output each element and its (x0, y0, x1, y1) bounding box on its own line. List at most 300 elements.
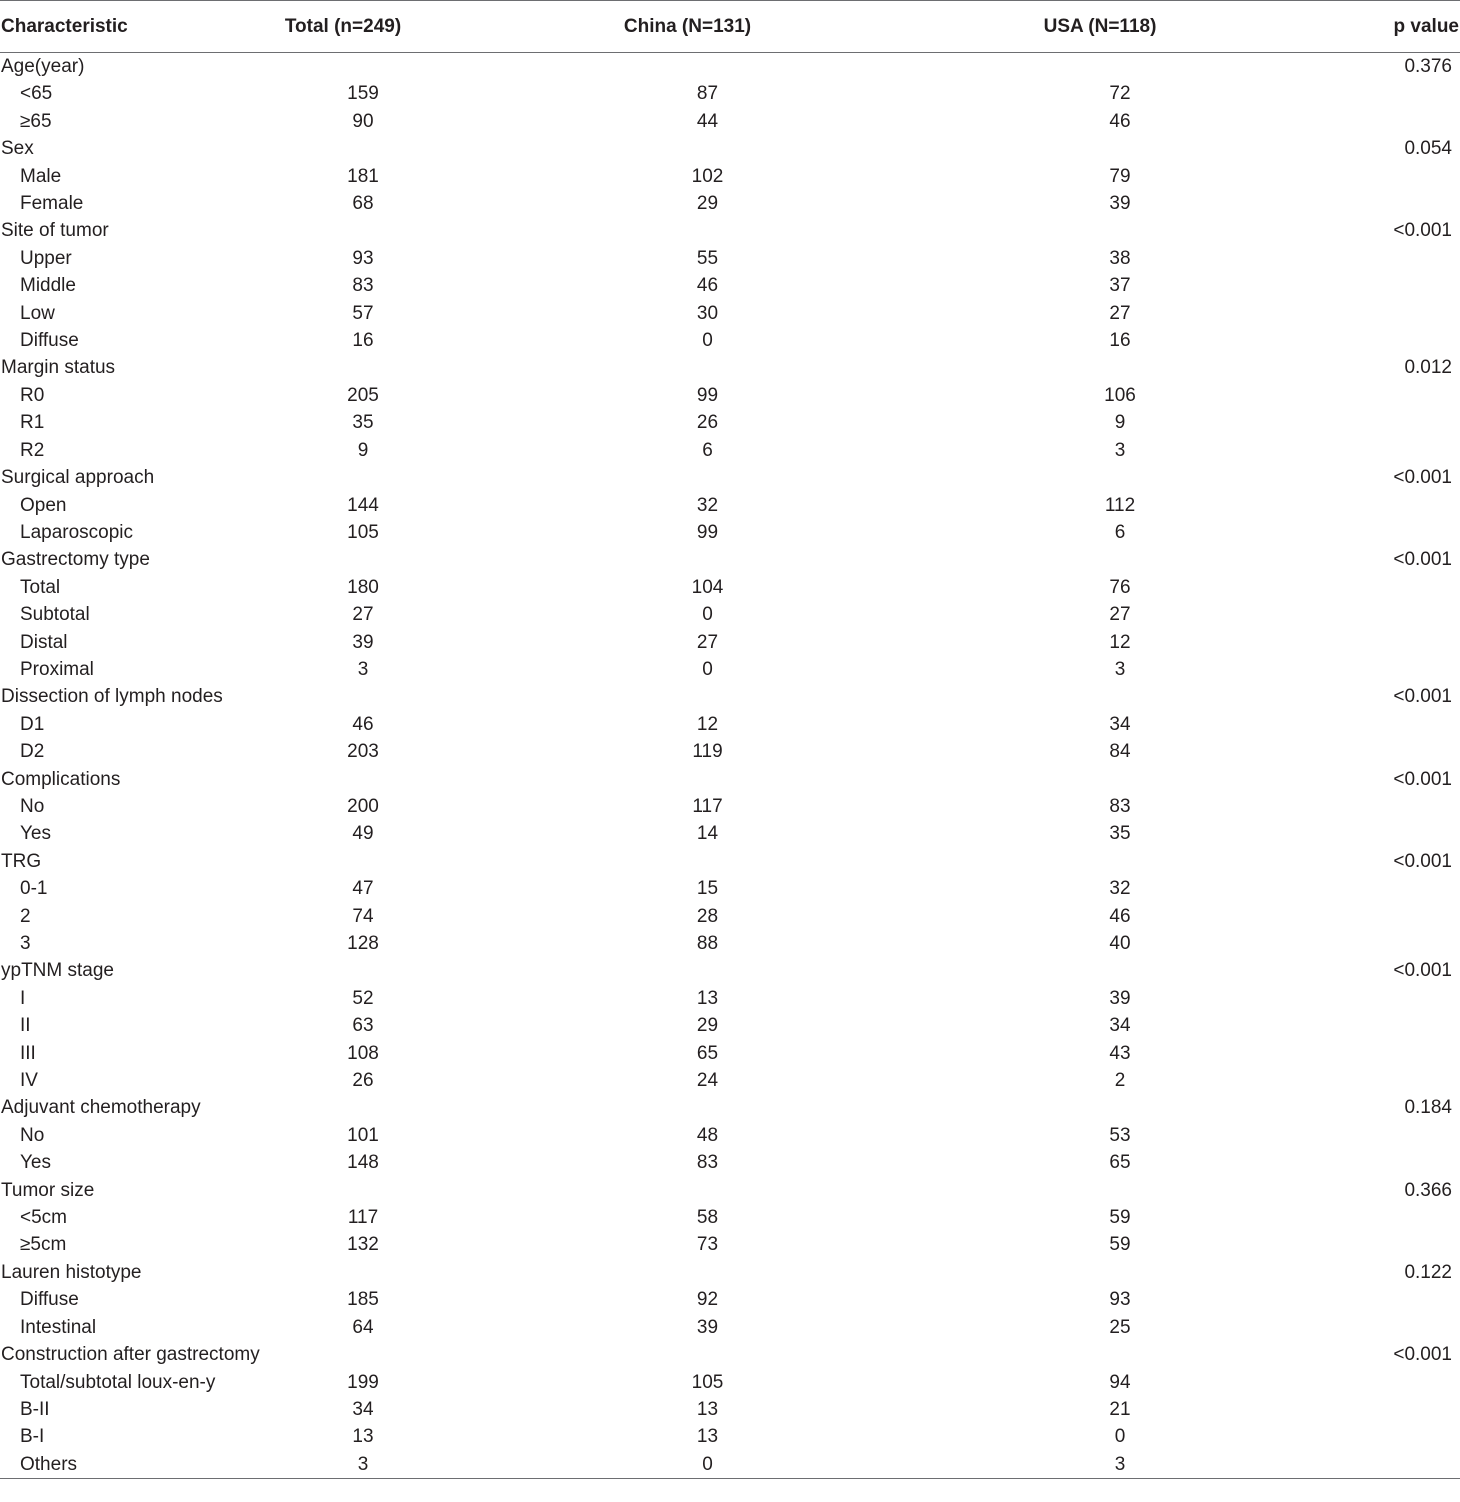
table-row-subcategory (0, 519, 1460, 546)
cell-usa: 34 (1109, 1015, 1131, 1037)
cell-total (218, 546, 508, 573)
cell-characteristic: No (20, 795, 45, 817)
cell-total: 200 (347, 795, 379, 817)
table-row-subcategory (0, 382, 1460, 409)
cell-p-value: <0.001 (1393, 467, 1452, 489)
cell-total: 3 (218, 1451, 508, 1479)
cell-characteristic: R1 (20, 412, 45, 434)
table-header (0, 1, 1460, 53)
cell-china: 105 (691, 1371, 724, 1393)
cell-total: 16 (352, 330, 374, 352)
cell-p-value: 0.376 (1404, 56, 1452, 77)
cell-characteristic: Proximal (20, 658, 94, 680)
cell-china: 29 (696, 1015, 719, 1037)
cell-characteristic: Surgical approach (1, 467, 155, 489)
cell-total: 52 (352, 987, 374, 1009)
cell-usa: 59 (1109, 1234, 1131, 1256)
cell-china: 48 (696, 1124, 719, 1146)
cell-characteristic: Margin status (1, 357, 116, 379)
cell-total: 205 (347, 384, 379, 406)
cell-characteristic: 0-1 (20, 878, 48, 900)
cell-china: 119 (692, 741, 723, 763)
cell-p-value (1275, 80, 1460, 107)
header-china: China (N=131) (510, 1, 865, 53)
cell-characteristic: Adjuvant chemotherapy (1, 1097, 201, 1119)
table-row-subcategory (0, 1314, 1460, 1341)
cell-china: 27 (696, 631, 719, 653)
cell-characteristic: B-I (20, 1426, 45, 1448)
cell-usa: 9 (1114, 412, 1126, 434)
cell-total: 148 (347, 1152, 379, 1174)
cell-china: 83 (696, 1152, 719, 1174)
table-row-subcategory (0, 601, 1460, 628)
table-row-subcategory (0, 437, 1460, 464)
cell-characteristic: 3 (20, 933, 31, 954)
cell-characteristic: I (20, 987, 26, 1009)
cell-usa: 84 (1109, 741, 1131, 763)
cell-p-value (1275, 903, 1460, 930)
cell-total: 83 (352, 275, 374, 297)
table-row-subcategory (0, 1369, 1460, 1396)
header-characteristic: Characteristic (0, 1, 340, 53)
cell-p-value (1275, 409, 1460, 436)
cell-china: 13 (696, 1426, 719, 1448)
cell-usa: 46 (1109, 905, 1131, 927)
table-row-category (0, 683, 1460, 710)
cell-p-value (1275, 985, 1460, 1012)
cell-p-value (1275, 1122, 1460, 1149)
cell-characteristic: R0 (20, 384, 45, 406)
cell-characteristic: Female (20, 193, 84, 215)
table-row-subcategory (0, 300, 1460, 327)
table-row-category (0, 135, 1460, 162)
cell-characteristic: Male (20, 165, 62, 187)
table-row-subcategory (0, 190, 1460, 217)
cell-total: 26 (352, 1070, 374, 1092)
cell-characteristic: Lauren histotype (1, 1261, 142, 1283)
cell-usa (975, 766, 1265, 793)
table-row-subcategory (0, 793, 1460, 820)
cell-characteristic: Upper (20, 247, 72, 269)
table-row-subcategory (0, 327, 1460, 354)
table-row-subcategory (0, 1149, 1460, 1176)
cell-china (530, 217, 885, 244)
cell-usa: 59 (1109, 1207, 1131, 1229)
table-row-category (0, 957, 1460, 984)
cell-total (218, 1341, 508, 1368)
cell-p-value (1275, 1149, 1460, 1176)
cell-total: 181 (347, 165, 379, 187)
cell-p-value (1275, 656, 1460, 683)
cell-p-value (1275, 300, 1460, 327)
cell-usa: 34 (1109, 713, 1131, 735)
cell-usa: 46 (1109, 110, 1131, 132)
cell-total (218, 957, 508, 984)
table-row-subcategory (0, 1231, 1460, 1258)
cell-p-value (1275, 738, 1460, 765)
table-row-category (0, 766, 1460, 793)
cell-china: 29 (696, 193, 719, 215)
cell-usa: 27 (1109, 604, 1131, 626)
cell-total (218, 354, 508, 381)
cell-characteristic: No (20, 1124, 45, 1146)
cell-usa: 35 (1109, 823, 1131, 845)
cell-usa (975, 546, 1265, 573)
cell-characteristic: Total/subtotal loux-en-y (20, 1371, 216, 1393)
cell-characteristic: D2 (20, 741, 45, 763)
cell-characteristic: ≥5cm (20, 1234, 67, 1256)
cell-usa: 6 (1114, 521, 1126, 543)
cell-characteristic: Low (20, 302, 55, 324)
cell-usa: 93 (1109, 1289, 1131, 1311)
cell-china: 92 (696, 1289, 719, 1311)
cell-total: 39 (352, 631, 374, 653)
table-row-category (0, 546, 1460, 573)
cell-p-value (1275, 1423, 1460, 1450)
table-row-subcategory (0, 1067, 1460, 1094)
cell-usa: 27 (1109, 302, 1131, 324)
cell-characteristic: Middle (20, 275, 76, 297)
cell-characteristic: Gastrectomy type (1, 549, 150, 571)
cell-china (530, 848, 885, 875)
table-row-subcategory (0, 629, 1460, 656)
cell-china: 0 (702, 604, 713, 626)
cell-total (218, 848, 508, 875)
cell-p-value (1275, 108, 1460, 135)
cell-china (530, 464, 885, 491)
cell-china: 73 (696, 1234, 719, 1256)
cell-total: 68 (352, 193, 374, 215)
cell-p-value (1275, 820, 1460, 847)
table-row-category (0, 354, 1460, 381)
cell-total (218, 53, 508, 81)
cell-china: 13 (696, 987, 719, 1009)
cell-p-value (1275, 711, 1460, 738)
table-row-category (0, 848, 1460, 875)
cell-china: 14 (696, 823, 719, 845)
table-row-category (0, 53, 1460, 81)
cell-characteristic: Sex (1, 138, 34, 160)
cell-china: 0 (530, 1451, 885, 1479)
cell-characteristic: Diffuse (20, 1289, 79, 1311)
cell-usa: 38 (1109, 247, 1131, 269)
cell-p-value (1275, 1314, 1460, 1341)
cell-usa: 83 (1109, 795, 1131, 817)
cell-total: 63 (352, 1015, 374, 1037)
table-row-category (0, 1177, 1460, 1204)
cell-usa: 106 (1104, 384, 1136, 406)
cell-usa: 76 (1109, 576, 1131, 598)
cell-china: 58 (696, 1207, 719, 1229)
cell-total (218, 464, 508, 491)
table-row-subcategory (0, 820, 1460, 847)
table-row-category (0, 1341, 1460, 1368)
cell-china (530, 957, 885, 984)
cell-p-value: <0.001 (1393, 1344, 1452, 1366)
cell-usa: 2 (1114, 1070, 1126, 1092)
cell-characteristic: Construction after gastrectomy (1, 1344, 260, 1366)
table-row-category (0, 464, 1460, 491)
cell-china: 28 (696, 905, 719, 927)
table-row-category (0, 1094, 1460, 1121)
cell-p-value: 0.184 (1404, 1097, 1452, 1119)
cell-p-value (1275, 272, 1460, 299)
cell-china: 24 (696, 1070, 719, 1092)
cell-usa (975, 135, 1265, 162)
cell-p-value (1275, 574, 1460, 601)
cell-china (530, 1259, 885, 1286)
cell-total: 101 (347, 1124, 379, 1146)
cell-p-value (1275, 930, 1460, 957)
cell-total: 117 (347, 1207, 379, 1229)
cell-usa (975, 1341, 1265, 1368)
cell-characteristic: <5cm (20, 1207, 67, 1229)
table-row-subcategory (0, 1122, 1460, 1149)
cell-usa (975, 1259, 1265, 1286)
cell-total: 35 (352, 412, 374, 434)
cell-characteristic: ≥65 (20, 110, 52, 132)
cell-usa (975, 354, 1265, 381)
cell-characteristic: Age(year) (1, 56, 85, 77)
cell-usa (975, 957, 1265, 984)
cell-p-value (1275, 492, 1460, 519)
cell-p-value: <0.001 (1393, 220, 1452, 242)
cell-china (530, 135, 885, 162)
cell-total (218, 217, 508, 244)
cell-total: 159 (347, 83, 379, 105)
cell-usa: 25 (1109, 1316, 1131, 1338)
cell-usa: 65 (1109, 1152, 1131, 1174)
cell-usa (975, 217, 1265, 244)
cell-total: 185 (347, 1289, 379, 1311)
cell-total (218, 766, 508, 793)
cell-total: 108 (347, 1042, 379, 1064)
cell-usa (975, 53, 1265, 81)
cell-characteristic: B-II (20, 1398, 50, 1420)
cell-characteristic: Tumor size (1, 1179, 95, 1201)
cell-china: 102 (691, 165, 724, 187)
cell-p-value (1275, 245, 1460, 272)
cell-p-value (1275, 163, 1460, 190)
cell-china: 117 (692, 795, 723, 817)
cell-p-value: 0.012 (1404, 357, 1452, 379)
table-row-subcategory (0, 409, 1460, 436)
table-row-subcategory (0, 492, 1460, 519)
cell-p-value (1275, 437, 1460, 464)
table-row-subcategory (0, 574, 1460, 601)
table-row-subcategory (0, 985, 1460, 1012)
cell-china: 99 (696, 384, 719, 406)
cell-china: 6 (702, 439, 713, 461)
cell-china (530, 766, 885, 793)
table-row-category (0, 217, 1460, 244)
cell-characteristic: III (20, 1042, 36, 1064)
cell-p-value: <0.001 (1393, 768, 1452, 790)
cell-p-value (1275, 1451, 1460, 1479)
cell-characteristic: Others (0, 1451, 340, 1479)
cell-characteristic: Diffuse (20, 330, 79, 352)
cell-characteristic: IV (20, 1070, 38, 1092)
cell-total: 47 (352, 878, 374, 900)
table-row-subcategory (0, 930, 1460, 957)
cell-usa: 43 (1109, 1042, 1131, 1064)
cell-china: 13 (696, 1398, 719, 1420)
cell-p-value: 0.054 (1404, 138, 1452, 160)
cell-usa: 94 (1109, 1371, 1131, 1393)
cell-characteristic: TRG (1, 850, 42, 872)
cell-total: 34 (352, 1398, 374, 1420)
cell-china: 32 (696, 494, 719, 516)
header-p-value: p value (1275, 1, 1460, 53)
cell-usa: 21 (1109, 1398, 1131, 1420)
cell-characteristic: Open (20, 494, 67, 516)
cell-usa: 3 (975, 1451, 1265, 1479)
cell-total: 46 (352, 713, 374, 735)
table-row-subcategory (0, 738, 1460, 765)
cell-p-value (1275, 1204, 1460, 1231)
cell-china: 65 (696, 1042, 719, 1064)
cell-p-value (1275, 875, 1460, 902)
table-row-subcategory (0, 1396, 1460, 1423)
cell-p-value (1275, 1396, 1460, 1423)
cell-characteristic: Total (20, 576, 61, 598)
cell-total: 203 (347, 741, 379, 763)
cell-total: 49 (352, 823, 374, 845)
table-row-subcategory (0, 656, 1460, 683)
cell-total (218, 1177, 508, 1204)
cell-china: 99 (696, 521, 719, 543)
cell-usa: 53 (1109, 1124, 1131, 1146)
cell-characteristic: Intestinal (20, 1316, 97, 1338)
cell-total: 93 (352, 247, 374, 269)
cell-total: 3 (357, 658, 369, 680)
cell-china: 39 (696, 1316, 719, 1338)
cell-china: 46 (696, 275, 719, 297)
cell-usa: 39 (1109, 193, 1131, 215)
table-row-category (0, 1259, 1460, 1286)
cell-total: 64 (352, 1316, 374, 1338)
table-row-subcategory (0, 711, 1460, 738)
cell-total: 74 (352, 905, 374, 927)
cell-p-value (1275, 382, 1460, 409)
cell-usa (975, 1177, 1265, 1204)
cell-china: 87 (696, 83, 719, 105)
cell-china: 44 (696, 110, 719, 132)
cell-p-value (1275, 629, 1460, 656)
cell-china: 55 (696, 247, 719, 269)
cell-china: 0 (702, 330, 713, 352)
cell-p-value: 0.122 (1404, 1261, 1452, 1283)
cell-characteristic: D1 (20, 713, 45, 735)
cell-usa (975, 464, 1265, 491)
cell-china: 12 (696, 713, 719, 735)
cell-p-value: <0.001 (1393, 686, 1452, 708)
cell-p-value: 0.366 (1404, 1179, 1452, 1201)
cell-usa: 39 (1109, 987, 1131, 1009)
cell-p-value: <0.001 (1393, 960, 1452, 982)
cell-p-value (1275, 1286, 1460, 1313)
cell-p-value (1275, 327, 1460, 354)
cell-china: 15 (696, 878, 719, 900)
cell-usa (975, 1094, 1265, 1121)
cell-total: 132 (347, 1234, 379, 1256)
cell-china (530, 1177, 885, 1204)
cell-total: 13 (352, 1426, 374, 1448)
cell-china (530, 1094, 885, 1121)
table-row-subcategory (0, 1204, 1460, 1231)
table-row-subcategory (0, 245, 1460, 272)
cell-china (530, 354, 885, 381)
cell-p-value: <0.001 (1393, 549, 1452, 571)
cell-characteristic: II (20, 1015, 31, 1037)
cell-characteristic: Dissection of lymph nodes (1, 686, 223, 708)
header-total: Total (n=249) (198, 1, 488, 53)
cell-usa: 72 (1109, 83, 1131, 105)
header-usa: USA (N=118) (955, 1, 1245, 53)
table-row-subcategory (0, 80, 1460, 107)
cell-characteristic: <65 (20, 83, 53, 105)
cell-usa: 40 (1109, 933, 1131, 954)
cell-characteristic: Distal (20, 631, 68, 653)
cell-usa: 16 (1109, 330, 1131, 352)
table-row-subcategory (0, 272, 1460, 299)
cell-characteristic: Laparoscopic (20, 521, 134, 543)
cell-p-value (1275, 1040, 1460, 1067)
cell-total: 128 (347, 933, 379, 954)
cell-china (530, 1341, 885, 1368)
cell-china (530, 53, 885, 81)
cell-total (218, 683, 508, 710)
cell-usa: 3 (1114, 439, 1126, 461)
cell-characteristic: R2 (20, 439, 45, 461)
cell-usa (975, 683, 1265, 710)
table-row-subcategory (0, 1451, 1460, 1479)
cell-china (530, 683, 885, 710)
cell-p-value (1275, 1369, 1460, 1396)
cell-total: 105 (347, 521, 379, 543)
header-row (0, 1, 1460, 53)
cell-usa: 32 (1109, 878, 1131, 900)
cell-china: 88 (696, 933, 719, 954)
cell-total: 57 (352, 302, 374, 324)
cell-total: 144 (347, 494, 379, 516)
table-row-subcategory (0, 1286, 1460, 1313)
cell-characteristic: Complications (1, 768, 121, 790)
table-row-subcategory (0, 1040, 1460, 1067)
cell-china (530, 546, 885, 573)
cell-p-value (1275, 1067, 1460, 1094)
table-row-subcategory (0, 1423, 1460, 1450)
table-row-subcategory (0, 163, 1460, 190)
cell-usa: 37 (1109, 275, 1131, 297)
table-row-subcategory (0, 875, 1460, 902)
cell-total (218, 1259, 508, 1286)
cell-characteristic: Yes (20, 1152, 51, 1174)
cell-total: 180 (347, 576, 379, 598)
cell-china: 26 (696, 412, 719, 434)
cell-characteristic: ypTNM stage (1, 960, 114, 982)
table-body (0, 53, 1460, 1479)
cell-characteristic: Subtotal (20, 604, 90, 626)
cell-total: 27 (352, 604, 374, 626)
cell-usa: 12 (1109, 631, 1131, 653)
cell-usa: 0 (1114, 1426, 1126, 1448)
cell-usa: 112 (1104, 494, 1136, 516)
cell-china: 104 (691, 576, 724, 598)
cell-p-value (1275, 1012, 1460, 1039)
cell-total: 199 (347, 1371, 379, 1393)
cell-p-value (1275, 190, 1460, 217)
